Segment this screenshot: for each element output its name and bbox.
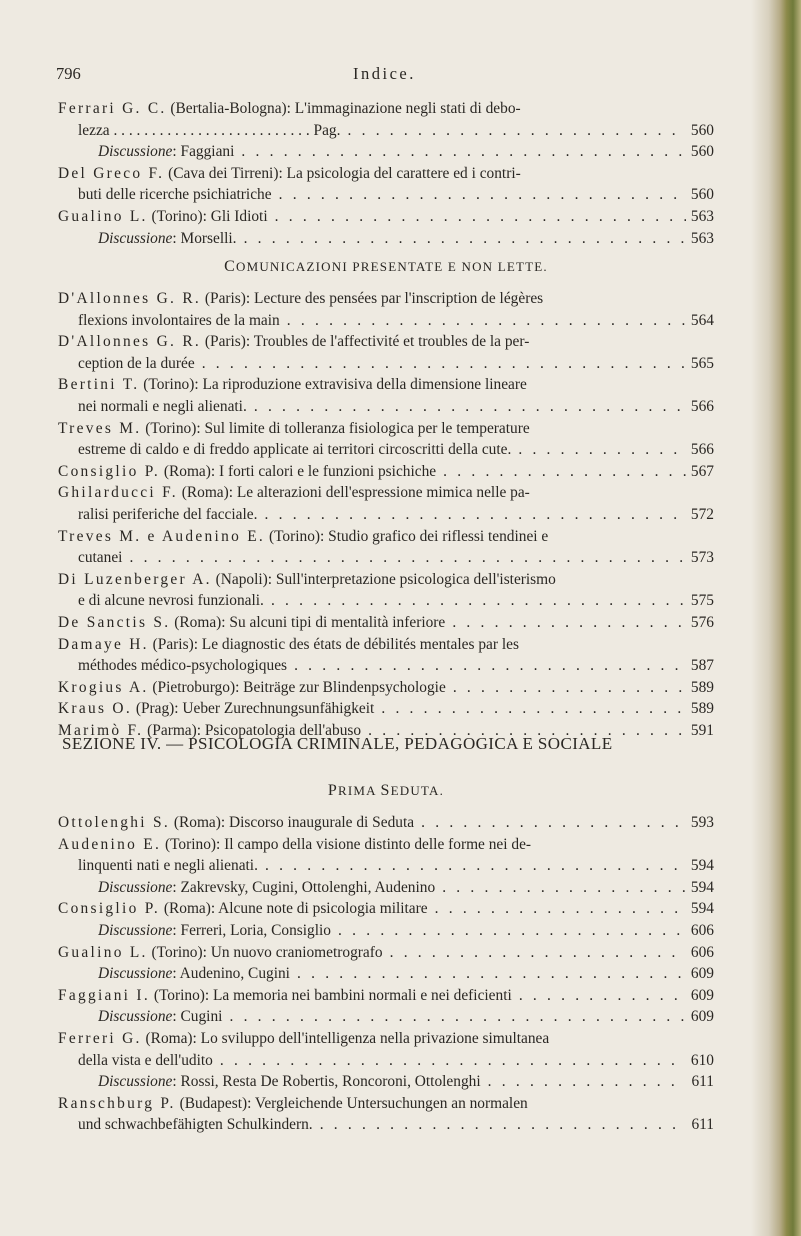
author: Faggiani I. bbox=[58, 986, 150, 1004]
entry-title-text: (Bertalia-Bologna): L'immaginazione negli stati di debo- bbox=[170, 100, 521, 117]
entry-text bbox=[78, 547, 714, 569]
page-ref: 566 bbox=[686, 439, 714, 461]
author: Ferrari G. C. bbox=[58, 100, 167, 117]
toc-prima-seduta bbox=[58, 812, 714, 1136]
entry-text bbox=[58, 526, 714, 548]
entry-title-text: méthodes médico-psychologiques bbox=[78, 657, 288, 675]
entry-text bbox=[58, 569, 714, 591]
entry-title-text: (Budapest): Vergleichende Untersuchungen an normalen bbox=[179, 1094, 528, 1112]
entry-text bbox=[58, 288, 714, 310]
entry-line bbox=[58, 1006, 714, 1028]
page-ref: 594 bbox=[686, 877, 714, 899]
comunicazioni-heading-wrap bbox=[58, 258, 714, 278]
entry-title-text: buti delle ricerche psichiatriche bbox=[78, 186, 272, 204]
entry-title-text: (Torino): La riproduzione extravisiva della dimensione lineare bbox=[143, 376, 527, 394]
entry-title-text: (Roma): Alcune note di psicologia militare bbox=[163, 900, 428, 918]
toc-entry bbox=[58, 985, 714, 1007]
toc-entry bbox=[58, 898, 714, 920]
entry-text bbox=[98, 1006, 714, 1028]
entry-line bbox=[58, 418, 714, 440]
entry-line bbox=[58, 590, 714, 612]
entry-text bbox=[58, 331, 714, 353]
toc-entry bbox=[58, 163, 714, 206]
entry-title-text: e di alcune nevrosi funzionali. bbox=[78, 592, 264, 610]
discussion-label: Discussione bbox=[98, 921, 173, 939]
entry-line bbox=[58, 547, 714, 569]
author: Treves M. e Audenino E. bbox=[58, 527, 266, 545]
entry-text bbox=[58, 482, 714, 504]
discussion-label: Discussione bbox=[98, 1073, 173, 1091]
entry-title-text: (Cava dei Tirreni): La psicologia del carattere ed i contri- bbox=[168, 164, 521, 182]
entry-title-text: (Paris): Troubles de l'affectivité et troubles de la per- bbox=[204, 333, 530, 351]
page-ref: 575 bbox=[686, 590, 714, 612]
entry-text bbox=[78, 1114, 714, 1136]
author: Damaye H. bbox=[58, 635, 149, 653]
author: Ferreri G. bbox=[58, 1029, 142, 1047]
author: Ottolenghi S. bbox=[58, 814, 170, 831]
discussion-label: Discussione bbox=[98, 965, 173, 983]
entry-text bbox=[98, 141, 714, 163]
running-header bbox=[56, 64, 706, 86]
discussion-entry bbox=[58, 1071, 714, 1093]
entry-text bbox=[98, 1071, 714, 1093]
entry-text bbox=[78, 353, 714, 375]
discussion-names: : Audenino, Cugini bbox=[172, 965, 290, 983]
toc-entry bbox=[58, 526, 714, 569]
entry-line bbox=[58, 920, 714, 942]
author: De Sanctis S. bbox=[58, 613, 171, 631]
toc-group-1 bbox=[58, 98, 714, 249]
discussion-entry bbox=[58, 228, 714, 250]
toc-entry bbox=[58, 288, 714, 331]
entry-text bbox=[58, 374, 714, 396]
discussion-entry bbox=[58, 141, 714, 163]
entry-line bbox=[58, 504, 714, 526]
toc-entry bbox=[58, 698, 714, 720]
entry-title-text: estreme di caldo e di freddo applicate ai territori circoscritti della cute. bbox=[78, 441, 512, 459]
toc-entry bbox=[58, 634, 714, 677]
entry-line bbox=[58, 206, 714, 228]
entry-title-text: (Roma): Discorso inaugurale di Seduta bbox=[173, 814, 415, 831]
page-ref: 560 bbox=[686, 120, 714, 142]
entry-line bbox=[58, 569, 714, 591]
author: Del Greco F. bbox=[58, 164, 165, 182]
author: D'Allonnes G. R. bbox=[58, 290, 202, 307]
entry-text bbox=[58, 634, 714, 656]
discussion-label: Discussione bbox=[98, 229, 173, 247]
entry-text bbox=[78, 184, 714, 206]
entry-line bbox=[58, 655, 714, 677]
entry-title-text: (Torino): Il campo della visione distinto delle forme nei de- bbox=[164, 835, 532, 853]
entry-line bbox=[58, 374, 714, 396]
entry-text bbox=[58, 612, 714, 634]
author: Gualino L. bbox=[58, 943, 148, 961]
discussion-entry bbox=[58, 920, 714, 942]
prima-seduta-heading: PRIMA SEDUTA. bbox=[327, 782, 445, 799]
page-ref: 560 bbox=[686, 184, 714, 206]
author: Ranschburg P. bbox=[58, 1094, 176, 1112]
page-ref: 606 bbox=[686, 920, 714, 942]
page-ref: 564 bbox=[686, 310, 714, 332]
discussion-names: : Faggiani bbox=[172, 143, 235, 161]
entry-line bbox=[58, 353, 714, 375]
page-ref: 609 bbox=[686, 1006, 714, 1028]
toc-entry bbox=[58, 98, 714, 141]
entry-text bbox=[78, 120, 714, 142]
toc-entry bbox=[58, 612, 714, 634]
toc-entry bbox=[58, 1093, 714, 1136]
author: Kraus O. bbox=[58, 700, 132, 718]
entry-title-text: nei normali e negli alienati. bbox=[78, 397, 247, 415]
toc-entry bbox=[58, 331, 714, 374]
entry-line bbox=[58, 942, 714, 964]
toc-entry bbox=[58, 374, 714, 417]
entry-text bbox=[78, 310, 714, 332]
toc-entry bbox=[58, 677, 714, 699]
toc-entry bbox=[58, 1028, 714, 1071]
entry-title-text: ralisi periferiche del facciale. bbox=[78, 505, 258, 523]
page-ref: 606 bbox=[686, 942, 714, 964]
page-ref: 589 bbox=[686, 677, 714, 699]
page-ref: 593 bbox=[686, 812, 714, 834]
entry-line bbox=[58, 698, 714, 720]
page-ref: 565 bbox=[686, 353, 714, 375]
toc-entry bbox=[58, 942, 714, 964]
entry-text bbox=[58, 812, 714, 834]
discussion-entry bbox=[58, 1006, 714, 1028]
toc-entry bbox=[58, 569, 714, 612]
entry-line bbox=[58, 1093, 714, 1115]
author: D'Allonnes G. R. bbox=[58, 333, 202, 351]
entry-text bbox=[58, 163, 714, 185]
comunicazioni-heading: COMUNICAZIONI PRESENTATE E NON LETTE. bbox=[224, 258, 548, 275]
entry-title-text: (Torino): Un nuovo craniometrografo bbox=[151, 943, 383, 961]
entry-line bbox=[58, 288, 714, 310]
discussion-names: : Cugini bbox=[172, 1008, 223, 1026]
entry-line bbox=[58, 1028, 714, 1050]
entry-line bbox=[58, 612, 714, 634]
entry-title-text: (Parma): Psicopatologia dell'abuso bbox=[147, 721, 362, 739]
entry-line bbox=[58, 677, 714, 699]
entry-text bbox=[98, 920, 714, 942]
entry-text bbox=[58, 698, 714, 720]
toc-entry bbox=[58, 834, 714, 877]
entry-title-text: (Paris): Lecture des pensées par l'inscription de légères bbox=[204, 290, 544, 307]
entry-text bbox=[58, 834, 714, 856]
entry-line bbox=[58, 834, 714, 856]
author: Gualino L. bbox=[58, 207, 148, 225]
discussion-label: Discussione bbox=[98, 143, 173, 161]
toc-entry bbox=[58, 812, 714, 834]
page-ref: 567 bbox=[686, 461, 714, 483]
entry-text bbox=[58, 677, 714, 699]
author: Krogius A. bbox=[58, 678, 149, 696]
entry-line bbox=[58, 141, 714, 163]
prima-seduta-heading-wrap bbox=[58, 782, 714, 802]
discussion-names: : Morselli. bbox=[172, 229, 237, 247]
author: Marimò F. bbox=[58, 721, 144, 739]
entry-line bbox=[58, 439, 714, 461]
toc-entry bbox=[58, 482, 714, 525]
toc-entry bbox=[58, 206, 714, 228]
entry-text bbox=[58, 942, 714, 964]
page-ref: 594 bbox=[686, 898, 714, 920]
entry-title-text: linquenti nati e negli alienati. bbox=[78, 857, 258, 875]
entry-line bbox=[58, 634, 714, 656]
toc-comunicazioni bbox=[58, 288, 714, 741]
entry-line bbox=[58, 963, 714, 985]
author: Consiglio P. bbox=[58, 462, 161, 480]
page-ref: 560 bbox=[686, 141, 714, 163]
page-number: 796 bbox=[56, 64, 81, 83]
entry-text bbox=[58, 206, 714, 228]
author: Ghilarducci F. bbox=[58, 484, 178, 502]
entry-text bbox=[78, 504, 714, 526]
entry-line bbox=[58, 1114, 714, 1136]
entry-line bbox=[58, 461, 714, 483]
entry-line bbox=[58, 184, 714, 206]
entry-title-text: (Prag): Ueber Zurechnungsunfähigkeit bbox=[135, 700, 375, 718]
entry-text bbox=[58, 461, 714, 483]
page-ref: 594 bbox=[686, 855, 714, 877]
entry-line bbox=[58, 526, 714, 548]
section-title: SEZIONE IV. — PSICOLOGIA CRIMINALE, PEDAGOGICA E SOCIALE bbox=[62, 734, 613, 753]
entry-text bbox=[78, 439, 714, 461]
entry-line bbox=[58, 985, 714, 1007]
author: Di Luzenberger A. bbox=[58, 570, 212, 588]
entry-line bbox=[58, 98, 714, 120]
entry-title-text: (Roma): I forti calori e le funzioni psichiche bbox=[163, 462, 437, 480]
entry-text bbox=[58, 985, 714, 1007]
page-ref: 576 bbox=[686, 612, 714, 634]
entry-line bbox=[58, 396, 714, 418]
entry-text bbox=[58, 898, 714, 920]
entry-line bbox=[58, 877, 714, 899]
entry-line bbox=[58, 120, 714, 142]
entry-title-text: und schwachbefähigten Schulkindern. bbox=[78, 1116, 313, 1134]
entry-line bbox=[58, 898, 714, 920]
entry-line bbox=[58, 163, 714, 185]
page-ref: 563 bbox=[686, 206, 714, 228]
page-ref: 609 bbox=[686, 963, 714, 985]
author: Treves M. bbox=[58, 419, 142, 437]
entry-title-text: cutanei bbox=[78, 549, 123, 567]
entry-title-text: ception de la durée bbox=[78, 354, 195, 372]
entry-line bbox=[58, 228, 714, 250]
entry-text bbox=[58, 1093, 714, 1115]
entry-text bbox=[98, 963, 714, 985]
discussion-entry bbox=[58, 963, 714, 985]
entry-text bbox=[78, 590, 714, 612]
discussion-names: : Rossi, Resta De Robertis, Roncoroni, Ottolenghi bbox=[172, 1073, 481, 1091]
page-ref: 611 bbox=[686, 1071, 714, 1093]
page-ref: 591 bbox=[686, 720, 714, 742]
entry-title-text: (Pietroburgo): Beiträge zur Blindenpsychologie bbox=[152, 678, 446, 696]
entry-title-text: (Torino): Studio grafico dei riflessi tendinei e bbox=[268, 527, 549, 545]
entry-title-text: della vista e dell'udito bbox=[78, 1051, 213, 1069]
discussion-entry bbox=[58, 877, 714, 899]
page-ref: 572 bbox=[686, 504, 714, 526]
page-edge bbox=[769, 0, 801, 1236]
entry-text bbox=[58, 1028, 714, 1050]
page-ref: 566 bbox=[686, 396, 714, 418]
discussion-names: : Ferreri, Loria, Consiglio bbox=[172, 921, 331, 939]
page-ref: 610 bbox=[686, 1050, 714, 1072]
page-ref: 563 bbox=[686, 228, 714, 250]
entry-title-text: (Roma): Su alcuni tipi di mentalità inferiore bbox=[174, 613, 446, 631]
entry-title-text: flexions involontaires de la main bbox=[78, 311, 280, 329]
toc-entry bbox=[58, 461, 714, 483]
entry-text bbox=[78, 855, 714, 877]
entry-title-text: (Paris): Le diagnostic des états de débilités mentales par les bbox=[152, 635, 519, 653]
entry-title-text: lezza . . . . . . . . . . . . . . . . . . . . . . . . . . Pag. bbox=[78, 121, 341, 139]
entry-title-text: (Torino): Sul limite di tolleranza fisiologica per le temperature bbox=[145, 419, 530, 437]
running-title: Indice. bbox=[353, 64, 416, 83]
entry-title-text: (Napoli): Sull'interpretazione psicologica dell'isterismo bbox=[215, 570, 556, 588]
entry-title-text: (Roma): Lo sviluppo dell'intelligenza nella privazione simultanea bbox=[145, 1029, 550, 1047]
page-ref: 609 bbox=[686, 985, 714, 1007]
entry-title-text: (Torino): Gli Idioti bbox=[151, 207, 268, 225]
entry-line bbox=[58, 482, 714, 504]
author: Bertini T. bbox=[58, 376, 140, 394]
entry-line bbox=[58, 310, 714, 332]
page-ref: 573 bbox=[686, 547, 714, 569]
entry-text bbox=[78, 396, 714, 418]
author: Audenino E. bbox=[58, 835, 162, 853]
entry-text bbox=[98, 228, 714, 250]
entry-line bbox=[58, 331, 714, 353]
discussion-names: : Zakrevsky, Cugini, Ottolenghi, Audenino bbox=[172, 878, 436, 896]
entry-text bbox=[78, 655, 714, 677]
entry-line bbox=[58, 812, 714, 834]
entry-line bbox=[58, 1071, 714, 1093]
discussion-label: Discussione bbox=[98, 878, 173, 896]
entry-title-text: (Roma): Le alterazioni dell'espressione mimica nelle pa- bbox=[181, 484, 530, 502]
entry-text bbox=[98, 877, 714, 899]
page-ref: 587 bbox=[686, 655, 714, 677]
discussion-label: Discussione bbox=[98, 1008, 173, 1026]
toc-entry bbox=[58, 418, 714, 461]
page-ref: 589 bbox=[686, 698, 714, 720]
page-ref: 611 bbox=[686, 1114, 714, 1136]
entry-line bbox=[58, 855, 714, 877]
entry-text bbox=[58, 98, 714, 120]
entry-text bbox=[78, 1050, 714, 1072]
entry-title-text: (Torino): La memoria nei bambini normali e nei deficienti bbox=[153, 986, 512, 1004]
entry-text bbox=[58, 418, 714, 440]
page-edge-shadow bbox=[751, 0, 769, 1236]
entry-line bbox=[58, 1050, 714, 1072]
author: Consiglio P. bbox=[58, 900, 161, 918]
